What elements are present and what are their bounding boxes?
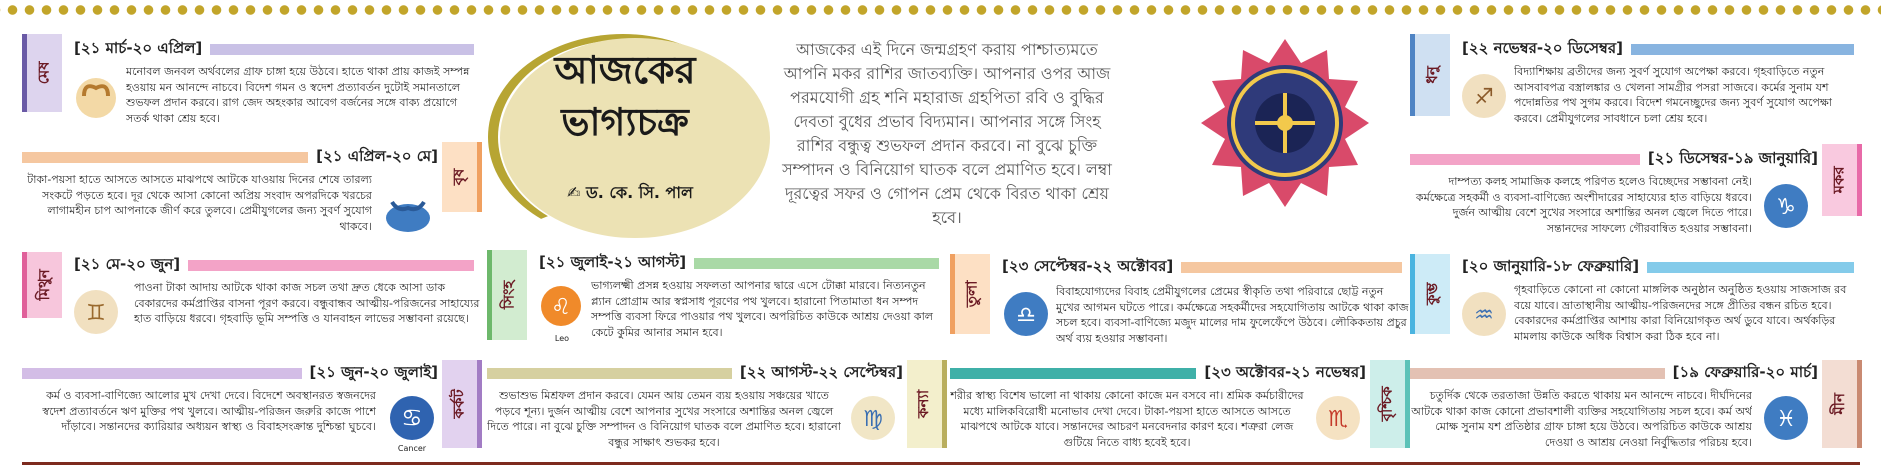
horoscope-card-kumbha xyxy=(1410,254,1862,356)
horoscope-card-singha xyxy=(487,250,947,354)
horoscope-card-kanya xyxy=(487,360,947,460)
svg-text:♏: ♏ xyxy=(1328,407,1348,432)
horoscope-card-meen xyxy=(1410,360,1862,460)
sign-tab-singha: সিংহ xyxy=(487,250,527,340)
sagittarius-icon xyxy=(1454,66,1514,126)
scorpio-icon xyxy=(1308,388,1368,448)
sign-tab-brish: বৃষ xyxy=(442,142,482,212)
sign-dates-mesh: [২১ মার্চ-২০ এপ্রিল] xyxy=(74,38,482,60)
sign-dates-kumbha: [২০ জানুয়ারি-১৮ ফেব্রুয়ারি] xyxy=(1462,256,1862,278)
svg-text:♊: ♊ xyxy=(86,301,106,326)
cancer-icon xyxy=(382,390,442,450)
horoscope-card-mesh xyxy=(22,34,482,134)
bottom-rule xyxy=(22,462,1860,465)
page-title: আজকের ভাগ্যচক্র xyxy=(554,48,696,144)
svg-text:♓: ♓ xyxy=(1776,407,1796,432)
sign-dates-meen: [১৯ ফেব্রুয়ারি-২০ মার্চ] xyxy=(1410,362,1818,384)
sign-dates-brish: [২১ এপ্রিল-২০ মে] xyxy=(22,146,438,168)
sign-tab-mithun: মিথুন xyxy=(22,252,62,318)
aries-icon xyxy=(66,66,126,126)
sign-text-kanya: শুভাশুভ মিশ্রফল প্রদান করবে। যেমন আয় তেমন ব্যয় হওয়ায় সঞ্চয়ের খাতে পড়বে শূন্য। দুর্জন আত্মীয় বেশে আপনার সুখের সংসারে অশান্তির অনল জ্বেলে দিতে পারে। না বুঝে চুক্তি সম্পাদন ও বিনিয়োগ ঘাতক বলে প্রমাণিত হবে। হারানো বন্ধুর সাক্ষাৎ শুভকর হবে। xyxy=(487,389,841,449)
sign-tab-karkat: কর্কট xyxy=(442,360,482,448)
leo-icon xyxy=(531,278,591,338)
sign-dates-mithun: [২১ মে-২০ জুন] xyxy=(74,254,482,276)
sign-text-brish: টাকা-পয়সা হাতে আসতে আসতে মাঝপথে আটকে যাওয়ায় দিনের শেষে তারল্য সংকটে পড়তে হবে। দূর থেকে আসা কোনো অপ্রিয় সংবাদ অপরদিকে খরচের লাগামহীন চাপ আপনাকে জীর্ণ করে তুলবে। প্রেমীযুগলের জন্য সুবর্ণ সুযোগ থাকবে। xyxy=(27,173,372,233)
horoscope-card-tula xyxy=(950,254,1410,358)
capricorn-icon xyxy=(1756,176,1816,236)
horoscope-card-makar xyxy=(1410,144,1862,248)
sign-text-karkat: কর্ম ও ব্যবসা-বাণিজ্যে আলোর মুখ দেখা দেবে। বিদেশে অবস্থানরত স্বজনদের স্বদেশ প্রত্যাবর্তনে ঋণ মুক্তির পথ খুলবে। আত্মীয়-পরিজন জরুরি কাজে পাশে দাঁড়াবে। সন্তানদের ক্যারিয়ার অধ্যয়ন স্বাস্থ্য ও বিবাহসংক্রান্ত দুশ্চিন্তা ঘুচবে। xyxy=(42,389,376,433)
sign-dates-karkat: [২১ জুন-২০ জুলাই] xyxy=(22,362,438,384)
svg-text:♒: ♒ xyxy=(1474,303,1494,328)
sign-dates-tula: [২৩ সেপ্টেম্বর-২২ অক্টোবর] xyxy=(1002,256,1410,278)
svg-text:♌: ♌ xyxy=(551,295,571,320)
gemini-icon xyxy=(66,282,126,342)
aquarius-icon xyxy=(1454,284,1514,344)
sign-text-meen: চতুর্দিক থেকে তরতাজা উন্নতি করতে থাকায় মন আনন্দে নাচবে। দীর্ঘদিনের আটকে থাকা কাজ কোনো প্রভাবশালী ব্যক্তির সহযোগিতায় সচল হবে। কর্ম অর্থ মোক্ষ সুনাম যশ প্রতিষ্ঠার গ্রাফ চাঙ্গা হয়ে উঠবে। অপরিচিত কাউকে আশ্রয় দেওয়া ও আশ্রয় নেওয়া নির্বুদ্ধিতার পরিচয় হবে। xyxy=(1411,389,1752,449)
horoscope-card-karkat xyxy=(22,360,482,460)
virgo-icon xyxy=(843,388,903,448)
leo-label: Leo xyxy=(554,334,570,343)
cancer-label: Cancer xyxy=(397,444,427,453)
sign-text-dhanu: বিদ্যাশিক্ষায় ব্রতীদের জন্য সুবর্ণ সুযোগ অপেক্ষা করবে। গৃহবাড়িতে নতুন আসবাবপত্র বস্ত্রালঙ্কার ও খেলনা সামগ্রীর পসরা সাজবে। কর্মের সুনাম যশ পদোন্নতির পথ সুগম করবে। বিদেশ গমনেচ্ছুদের জন্য সুবর্ণ সুযোগ অপেক্ষা করবে। প্রেমীযুগলের সাবধানে চলা শ্রেয় হবে। xyxy=(1514,65,1832,125)
sign-tab-kanya: কন্যা xyxy=(907,360,947,448)
horoscope-card-mithun xyxy=(22,252,482,352)
taurus-icon xyxy=(378,182,438,242)
pisces-icon xyxy=(1756,388,1816,448)
sign-dates-singha: [২১ জুলাই-২১ আগস্ট] xyxy=(539,252,947,274)
sign-text-brishchik: শরীর স্বাস্থ্য বিশেষ ভালো না থাকায় কোনো কাজে মন বসবে না। শ্রমিক কর্মচারীদের মধ্যে মালিকবিরোধী মনোভাব দেখা দেবে। টাকা-পয়সা হাতে আসতে আসতে মাঝপথে আটকে যাবে। সন্তানদের আচরণ মনবেদনার কারণ হবে। শত্রুরা লেজ গুটিয়ে নিতে বাধ্য হবেই হবে। xyxy=(950,389,1304,449)
pen-icon: ✍ xyxy=(567,183,586,202)
sign-dates-makar: [২১ ডিসেম্বর-১৯ জানুয়ারি] xyxy=(1410,148,1818,170)
sign-tab-mesh: মেষ xyxy=(22,34,62,112)
svg-text:♐: ♐ xyxy=(1474,85,1494,110)
libra-icon xyxy=(996,284,1056,344)
sign-text-mesh: মনোবল জনবল অর্থবলের গ্রাফ চাঙ্গা হয়ে উঠবে। হাতে থাকা প্রায় কাজই সম্পন্ন হওয়ায় মন আনন্দে নাচবে। বিদেশ গমন ও স্বদেশ প্রত্যাবর্তন দুটোই সমানতালে শুভফল প্রদান করবে। রাগ জেদ অহংকার আবেগ বর্জনের সঙ্গে বাক্য প্রয়োগে সতর্ক থাকা শ্রেয় হবে। xyxy=(126,65,470,125)
svg-text:♎: ♎ xyxy=(1016,303,1036,328)
sign-tab-tula: তুলা xyxy=(950,254,990,334)
sign-dates-kanya: [২২ আগস্ট-২২ সেপ্টেম্বর] xyxy=(487,362,903,384)
sign-text-kumbha: গৃহবাড়িতে কোনো না কোনো মাঙ্গলিক অনুষ্ঠান অনুষ্ঠিত হওয়ায় সাজসাজ রব বয়ে যাবে। ভ্রাতাস্থানীয় আত্মীয়-পরিজনদের সঙ্গে প্রীতির বন্ধন রচিত হবে। বেকারদের কর্মপ্রাপ্তির আশায় কারা বিনিয়োগকৃত অর্থ ডুবে যাবে। অর্থকড়ির মামলায় কাউকে অধিক বিশ্বাস করা ঠিক হবে না। xyxy=(1514,283,1847,343)
sign-text-mithun: পাওনা টাকা আদায় আটকে থাকা কাজ সচল তথা দ্রুত ধেকে আসা ডাক বেকারদের কর্মপ্রাপ্তির বাসনা পূরণ করবে। বন্ধুবান্ধব আত্মীয়-পরিজনের সাহায্যের হাত বাড়িয়ে ধরবে। গৃহবাড়ি ভূমি সম্পত্তি ও যানবাহন লাভের সম্ভাবনা রয়েছে। xyxy=(134,281,480,325)
svg-text:♋: ♋ xyxy=(401,404,423,432)
sign-tab-dhanu: ধনু xyxy=(1410,34,1450,116)
svg-text:♑: ♑ xyxy=(1776,195,1796,220)
sign-tab-makar: মকর xyxy=(1822,144,1862,216)
sign-tab-brishchik: বৃশ্চিক xyxy=(1370,360,1410,448)
sign-text-singha: ভাগ্যলক্ষ্মী প্রসন্ন হওয়ায় সফলতা আপনার দ্বারে এসে টোক্কা মারবে। নিত্যনতুন প্ল্যান প্রোগ্রাম আর স্বপ্নসাধ পূরণের পথ খুলবে। হারানো পিতামাতা ধন সম্পদ সম্পত্তি ব্যবসা ফিরে পাওয়ার পথ খুলবে। অপরিচিত কাউকে আশ্রয় দেওয়া কাল কেটে কুমির আনার সমান হবে। xyxy=(591,279,933,339)
horoscope-card-brish xyxy=(22,142,482,246)
sign-tab-meen: মীন xyxy=(1822,360,1862,448)
sign-dates-dhanu: [২২ নভেম্বর-২০ ডিসেম্বর] xyxy=(1462,38,1862,60)
dotted-border-top xyxy=(0,2,1881,18)
sign-text-tula: বিবাহযোগ্যদের বিবাহ প্রেমীযুগলের প্রেমের স্বীকৃতি তথা পরিবারে ছোট্ট নতুন মুখের আগমন ঘটতে পারে। কর্মক্ষেত্রে সহকর্মীদের সহযোগিতায় আটকে থাকা কাজ সচল হবে। ব্যবসা-বাণিজ্যে মজুদ মালের দাম ফুলেফেঁপে উঠবে। লৌকিকতায় প্রচুর অর্থ ব্যয় হওয়ার সম্ভাবনা। xyxy=(1056,285,1409,345)
author-name: ✍ ড. কে. সি. পাল xyxy=(567,183,693,202)
intro-text: আজকের এই দিনে জন্মগ্রহণ করায় পাশ্চাত্যমতে আপনি মকর রাশির জাতব্যক্তি। আপনার ওপর আজ পরমযোগী গ্রহ শনি মহারাজ গ্রহপিতা রবি ও বুদ্ধির দেবতা বুধের প্রভাব বিদ্যমান। আপনার সঙ্গে সিংহ রাশির বন্ধুত্ব শুভফল প্রদান করবে। না বুঝে চুক্তি সম্পাদন ও বিনিয়োগ ঘাতক বলে প্রমাণিত হবে। লম্বা দূরত্বের সফর ও গোপন প্রেম থেকে বিরত থাকা শ্রেয় হবে। xyxy=(782,40,1112,227)
sign-dates-brishchik: [২৩ অক্টোবর-২১ নভেম্বর] xyxy=(950,362,1366,384)
zodiac-wheel-icon xyxy=(1200,38,1370,208)
horoscope-card-brishchik xyxy=(950,360,1410,460)
sign-text-makar: দাম্পত্য কলহ সামাজিক কলহে পরিণত হলেও বিচ্ছেদের সম্ভাবনা নেই। কর্মক্ষেত্রে সহকর্মী ও ব্যবসা-বাণিজ্যে অংশীদারের সাহায্যের হাত বাড়িয়ে ধরবে। দুর্জন আত্মীয় বেশে সুখের সংসারে অশান্তির অনল জ্বেলে দিতে পারে। সন্তানদের সাফল্যে গৌরবান্বিত হওয়ার সম্ভাবনা। xyxy=(1415,175,1752,235)
horoscope-card-dhanu xyxy=(1410,34,1862,134)
svg-text:♍: ♍ xyxy=(863,407,883,432)
sign-tab-kumbha: কুম্ভ xyxy=(1410,254,1450,334)
